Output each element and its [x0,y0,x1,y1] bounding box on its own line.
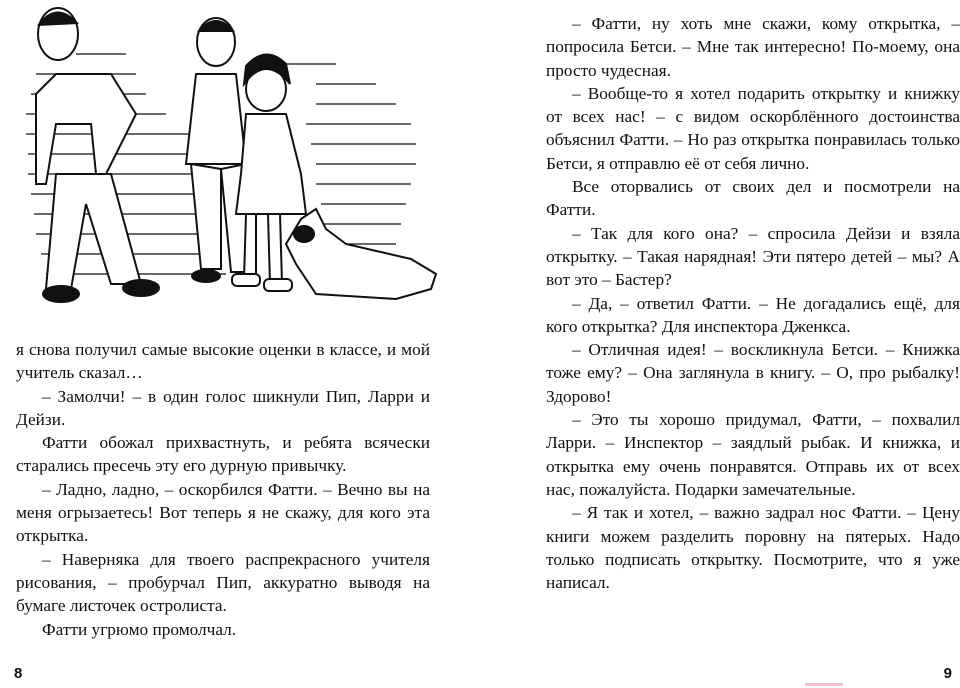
paragraph: я снова получил самые высокие оценки в классе, и мой учитель сказал… [16,340,430,383]
paragraph: Фатти угрюмо промолчал. [42,619,237,639]
left-page-text [16,338,430,641]
paragraph: – Вообще-то я хотел подарить открытку и книжку от всех нас! – с видом оскорблённого достоинства объяснил Фатти. – Но раз открытка понравилась только Бетси, я отправлю её от себя лично. [546,83,960,173]
page-number-left: 8 [14,665,23,682]
paragraph: – Так для кого она? – спросила Дейзи и взяла открытку. – Такая нарядная! Эти пятеро детей – мы? А вот это – Бастер? [546,223,960,290]
scottie-dog-figure [286,209,436,299]
paragraph: – Да, – ответил Фатти. – Не догадались ещё, для кого открытка? Для инспектора Дженкса. [546,293,960,336]
boy-middle-figure [186,18,248,282]
right-page [480,0,960,688]
page-number-right: 9 [943,665,952,682]
paragraph: – Отличная идея! – воскликнула Бетси. – Книжка тоже ему? – Она заглянула в книгу. – О, про рыбалку! Здорово! [546,340,960,406]
paragraph: – Ладно, ладно, – оскорбился Фатти. – Вечно вы на меня огрызаетесь! Вот теперь я не скажу, для кого эта открытка. [16,479,430,546]
paragraph: – Фатти, ну хоть мне скажи, кому открытка, – попросила Бетси. – Мне так интересно! По-моему, она просто чудесная. [546,14,960,80]
right-page-text [546,12,960,594]
paragraph: – Замолчи! – в один голос шикнули Пип, Ларри и Дейзи. [16,386,430,429]
paragraph: – Наверняка для твоего распрекрасного учителя рисования, – пробурчал Пип, аккуратно выводя на бумаге листочек остролиста. [16,549,430,616]
boy-left-figure [36,8,159,302]
paragraph: Все оторвались от своих дел и посмотрели на Фатти. [546,177,960,220]
paragraph: Фатти обожал прихвастнуть, и ребята всячески старались пресечь эту его дурную привычку. [16,433,430,476]
paragraph: – Я так и хотел, – важно задрал нос Фатти. – Цену книги можем разделить поровну на пятерых. Надо только подписать открытку. Посмотрите, что я уже написал. [546,503,960,593]
paragraph: – Это ты хорошо придумал, Фатти, – похвалил Ларри. – Инспектор – заядлый рыбак. И книжка, и открытка ему очень понравятся. Отправь их от всех нас, пожалуйста. Подарки замечательные. [546,410,960,499]
pink-marker [805,683,843,686]
children-and-dog-illustration [16,4,446,314]
